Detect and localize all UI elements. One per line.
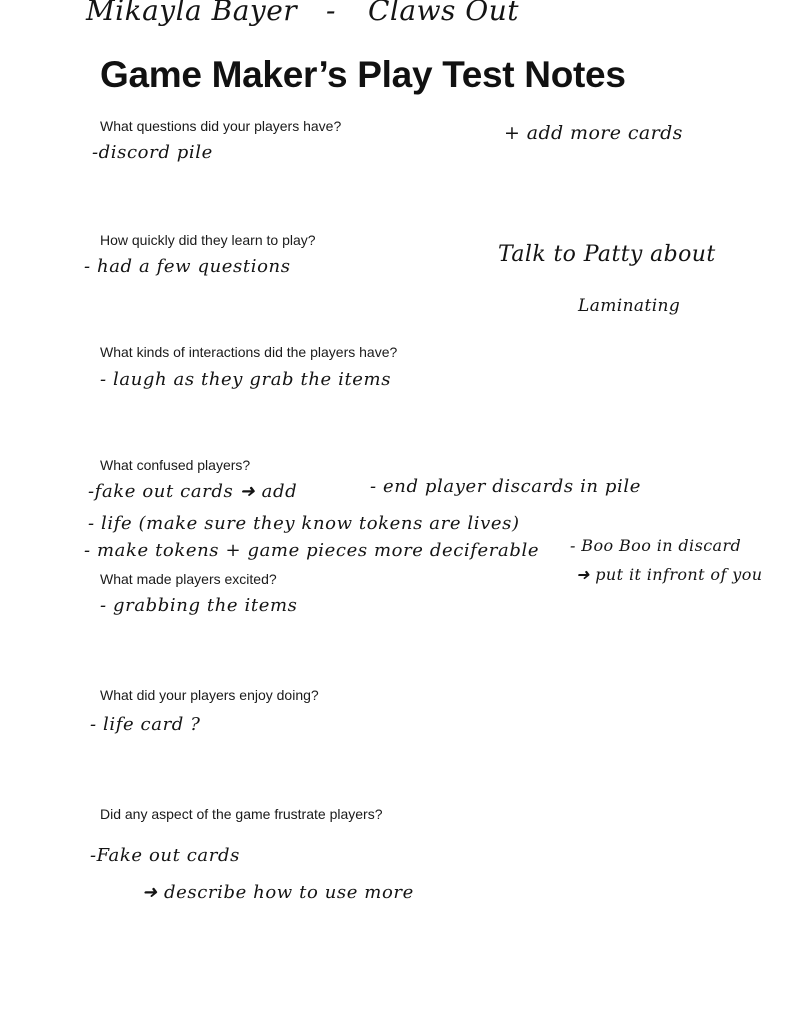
answer-frustrate-fake-out: -Fake out cards bbox=[90, 845, 240, 866]
answer-enjoy: - life card ? bbox=[90, 714, 201, 735]
answer-frustrate-describe: ➜ describe how to use more bbox=[142, 882, 414, 903]
question-enjoy: What did your players enjoy doing? bbox=[100, 687, 319, 703]
header-dash: - bbox=[326, 0, 336, 27]
answer-confused-life: - life (make sure they know tokens are lives) bbox=[88, 513, 520, 534]
note-talk-to-patty: Talk to Patty about bbox=[498, 242, 716, 267]
question-learning-speed: How quickly did they learn to play? bbox=[100, 232, 316, 248]
note-laminating: Laminating bbox=[578, 296, 681, 316]
note-add-more-cards: + add more cards bbox=[504, 122, 683, 144]
note-put-in-front: ➜ put it infront of you bbox=[576, 565, 763, 584]
answer-interactions: - laugh as they grab the items bbox=[100, 369, 392, 390]
note-boo-boo-discard: - Boo Boo in discard bbox=[570, 536, 742, 555]
answer-confused-discard: - end player discards in pile bbox=[370, 476, 642, 497]
answer-players-questions: -discord pile bbox=[92, 142, 213, 163]
question-players-questions: What questions did your players have? bbox=[100, 118, 342, 134]
question-excited: What made players excited? bbox=[100, 571, 277, 587]
question-confused: What confused players? bbox=[100, 457, 251, 473]
answer-confused-fake-out: -fake out cards ➜ add bbox=[88, 481, 298, 502]
question-frustrate: Did any aspect of the game frustrate players? bbox=[100, 806, 383, 822]
author-name: Mikayla Bayer bbox=[86, 0, 298, 27]
answer-confused-tokens: - make tokens + game pieces more deciferable bbox=[84, 540, 540, 561]
answer-learning-speed: - had a few questions bbox=[84, 256, 291, 277]
answer-excited: - grabbing the items bbox=[100, 595, 298, 616]
page-title: Game Maker’s Play Test Notes bbox=[100, 54, 626, 95]
game-name: Claws Out bbox=[368, 0, 520, 27]
question-interactions: What kinds of interactions did the players have? bbox=[100, 344, 398, 360]
